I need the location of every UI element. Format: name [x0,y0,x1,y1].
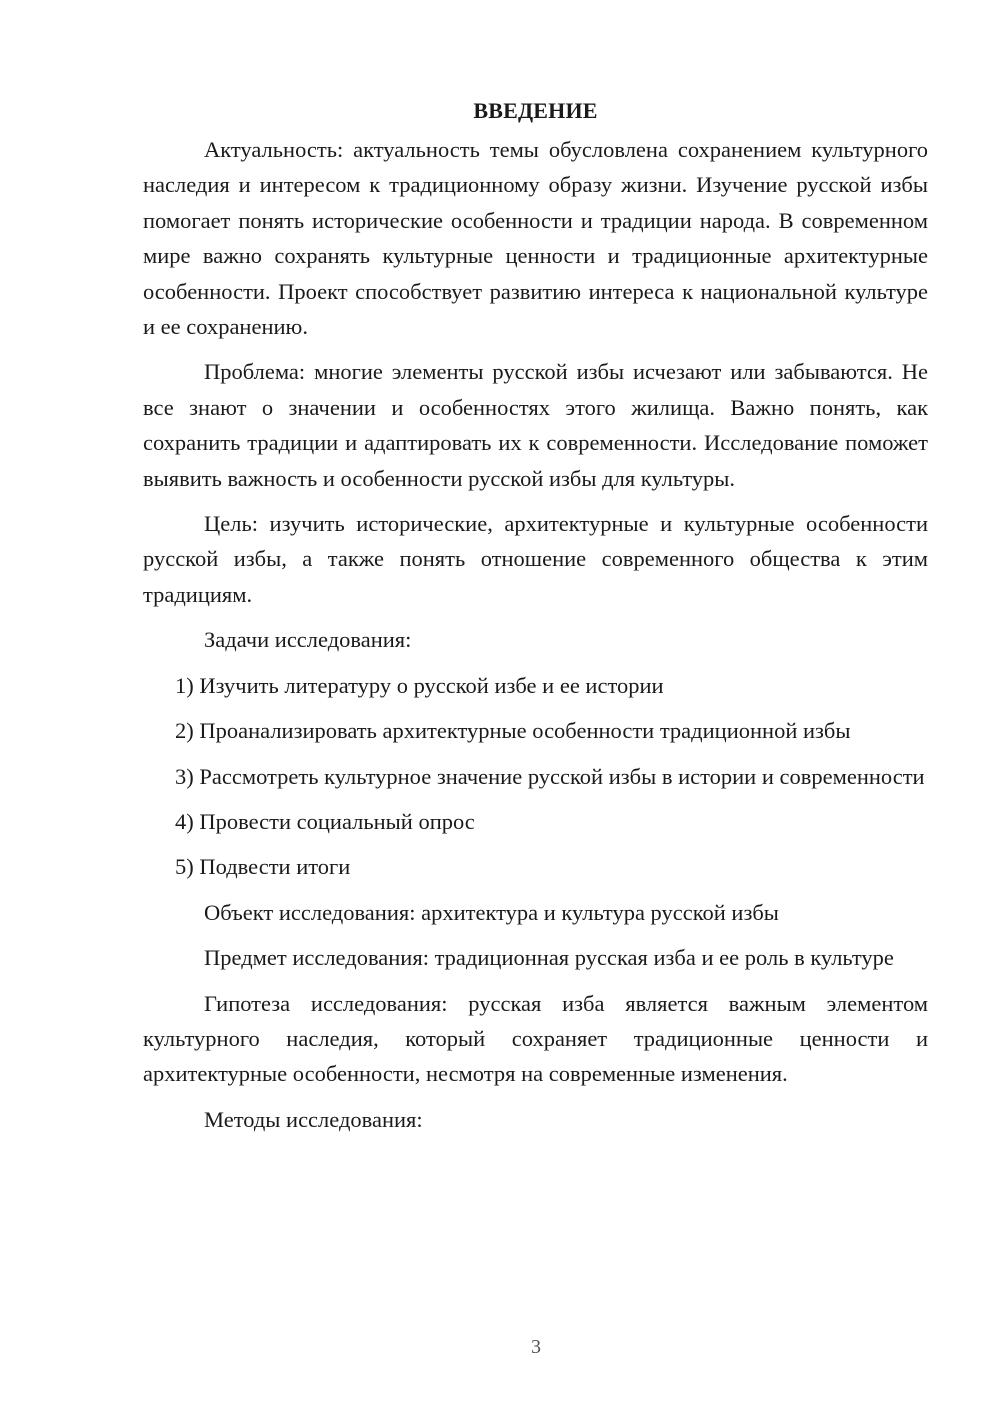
problem-paragraph: Проблема: многие элементы русской избы исчезают или забываются. Не все знают о значении и особенностях этого жилища. Важно понять, как сохранить традиции и адаптировать их к современности. Исследование поможет выявить важность и особенности русской избы для культуры. [143,359,928,491]
task-item-5: 5) Подвести итоги [175,854,351,880]
methods-heading: Методы исследования: [204,1106,423,1132]
page-title: ВВЕДЕНИЕ [473,98,598,123]
goal-paragraph: Цель: изучить исторические, архитектурные и культурные особенности русской избы, а также понять отношение современного общества к этим традициям. [143,511,928,607]
hypothesis-paragraph: Гипотеза исследования: русская изба является важным элементом культурного наследия, который сохраняет традиционные ценности и архитектурные особенности, несмотря на современные изменения. [143,990,928,1087]
object-paragraph: Объект исследования: архитектура и культура русской избы [204,899,779,925]
relevance-paragraph: Актуальность: актуальность темы обусловлена сохранением культурного наследия и интересом к традиционному образу жизни. Изучение русской избы помогает понять исторические особенности и традиции народа. В современном мире важно сохранять культурные ценности и традиционные архитектурные особенности. Проект способствует развитию интереса к национальной культуре и ее сохранению. [143,137,928,340]
tasks-heading: Задачи исследования: [204,627,412,653]
task-item-1: 1) Изучить литературу о русской избе и ее истории [175,672,664,698]
subject-paragraph: Предмет исследования: традиционная русская изба и ее роль в культуре [204,945,894,971]
document-page [143,96,928,1137]
task-item-3: 3) Рассмотреть культурное значение русской избы в истории и современности [175,763,925,789]
task-item-2: 2) Проанализировать архитектурные особенности традиционной избы [175,718,851,744]
page-number: 3 [531,1336,541,1358]
task-item-4: 4) Провести социальный опрос [175,808,475,834]
